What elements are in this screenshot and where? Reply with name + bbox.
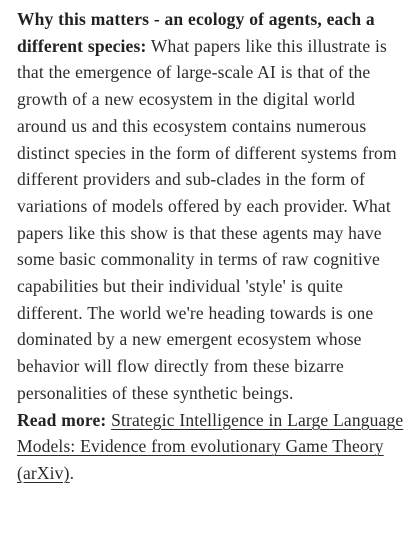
section-heading: Why this matters - an ecology of agents, each a different species:: [17, 9, 375, 56]
read-more-label: Read more:: [17, 409, 107, 430]
article-paragraph: [17, 6, 405, 487]
trailing-period: .: [69, 462, 75, 483]
paper-link[interactable]: Strategic Intelligence in Large Language Models: Evidence from evolutionary Game Theory (arXiv): [17, 409, 404, 483]
body-text: What papers like this illustrate is that the emergence of large-scale AI is that of the growth of a new ecosystem in the digital world around us and this ecosystem contains numerous distinct species in the form of different systems from different providers and sub-clades in the form of variations of models offered by each provider. What papers like this show is that these agents may have some basic commonality in terms of raw cognitive capabilities but their individual 'style' is quite different. The world we're heading towards is one dominated by a new emergent ecosystem whose behavior will flow directly from these bizarre personalities of these synthetic beings.: [17, 35, 397, 403]
